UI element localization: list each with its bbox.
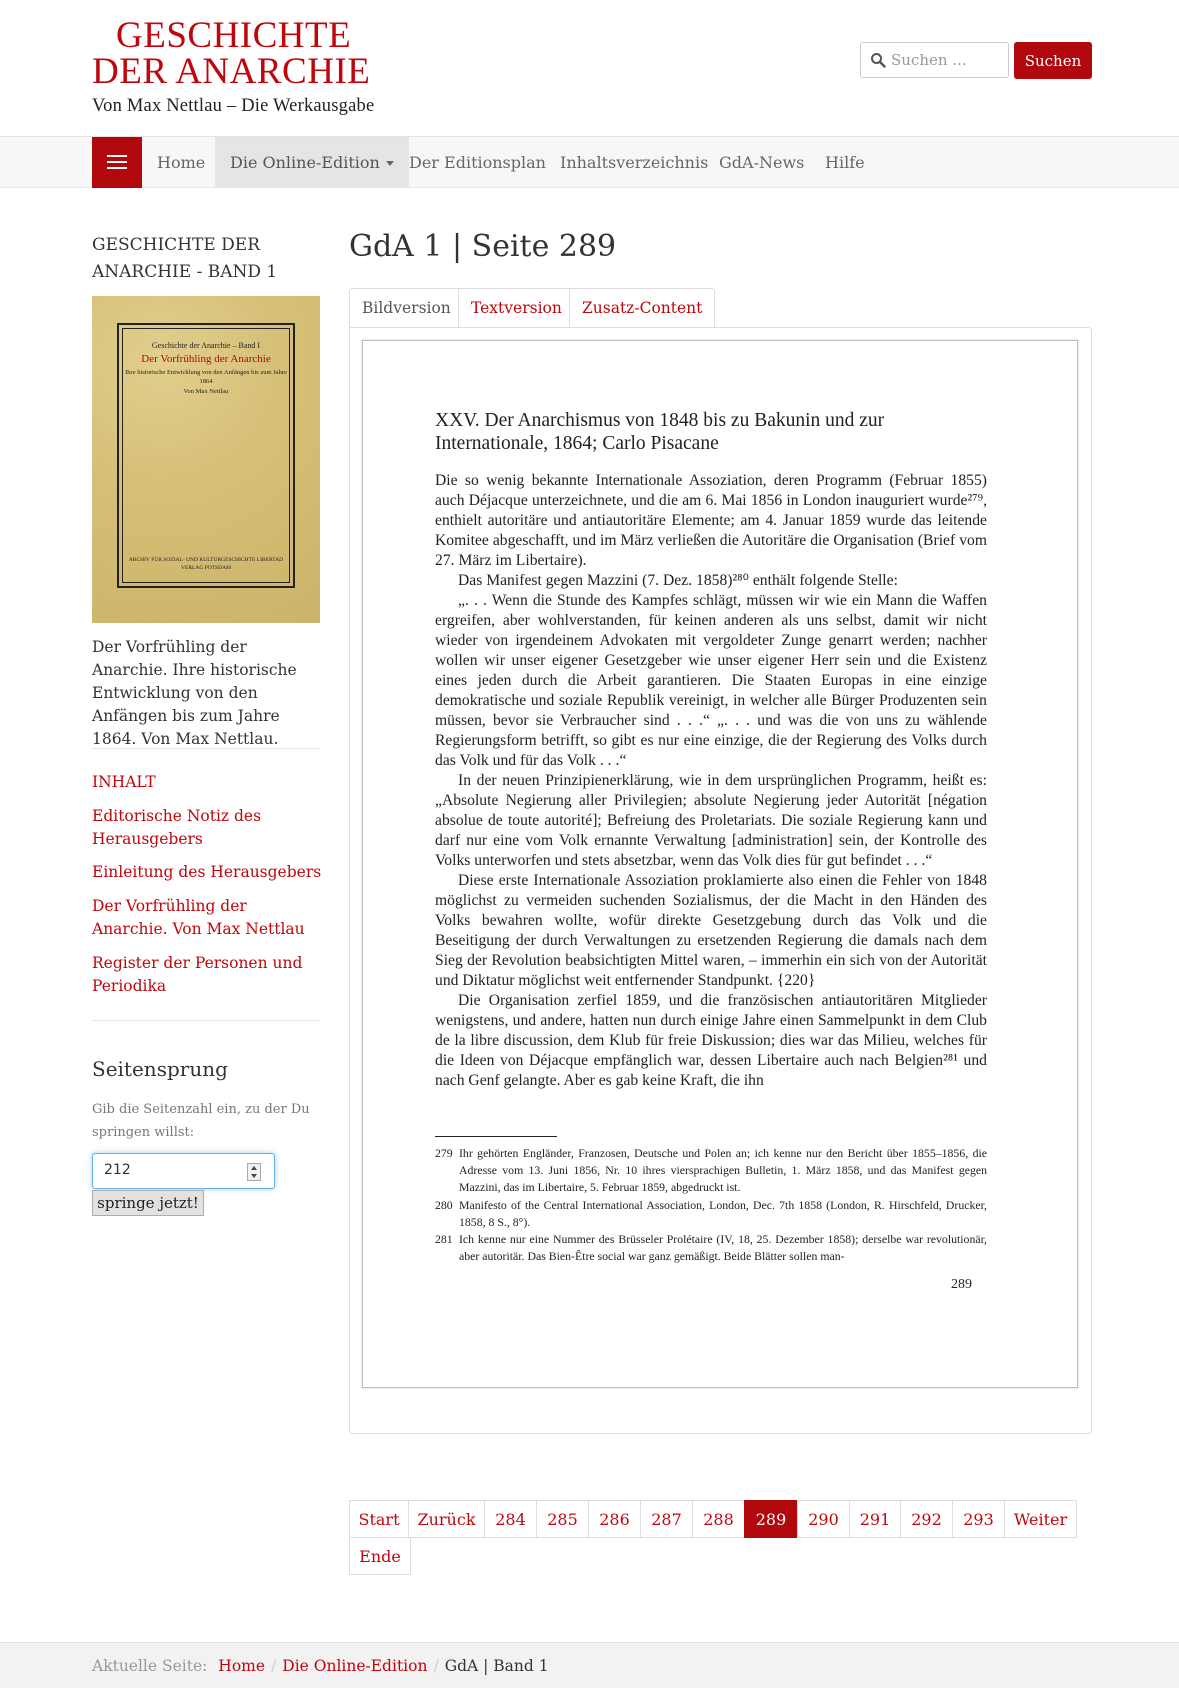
tab-zusatz-content[interactable]: Zusatz-Content — [569, 288, 715, 328]
hamburger-icon — [107, 155, 127, 157]
pager-page-current[interactable]: 289 — [744, 1500, 798, 1538]
cover-series: Geschichte der Anarchie – Band I — [151, 341, 261, 350]
nav-inhaltsverzeichnis[interactable]: Inhaltsverzeichnis — [560, 153, 709, 172]
pager-page[interactable]: 287 — [640, 1500, 693, 1538]
scan-paragraph: „. . . Wenn die Stunde des Kampfes schlägt, müssen wir wie ein Mann die Waffen ergreifen, aber wohlverstanden, für keinen anderen als uns selbst, damit wir nicht wieder von irgendeinem Advokaten mit vergoldeter Zunge genarrt werden; nachher wollen wir unser eigener Gesetzgeber wie unser eigener Herr sein und die Existenz eines jeden durch die Arbeit garantieren. Die Staaten Europas in eine einzige demokratische und soziale Republik vereinigt, in welcher alle Bürger Produzenten sein müssen, bevor sie Verbraucher sind . . .“ „. . . und was die von uns zu wählende Regierungsform betrifft, so gibt es nur eine einzige, die der Regierung des Volks durch das Volk und für das Volk . . .“ — [435, 592, 987, 769]
footnote: 279 Ihr gehörten Engländer, Franzosen, Deutsche und Polen an; ich kenne nur den Bericht über 1855–1856, die Adresse vom 13. Juni 1856, Nr. 10 ihres viersprachigen Bulletin, 1. März 1858, und das Manifest gegen Mazzini, das im Libertaire, 5. Februar 1859, abgedruckt ist. — [435, 1146, 987, 1194]
pager-end[interactable]: Ende — [349, 1537, 411, 1575]
sidebar-link-inhalt[interactable]: INHALT — [92, 773, 156, 791]
search-box — [860, 42, 1009, 78]
pager-page[interactable]: 293 — [952, 1500, 1005, 1538]
tab-panel — [349, 327, 1092, 1434]
tab-bildversion[interactable]: Bildversion — [349, 288, 464, 329]
scan-paragraph: Die Organisation zerfiel 1859, und die französischen antiautoritären Mitglieder wenigstens, und andere, hatten nun durch einige Jahre einen Sammelpunkt in dem Club de la libre discussion, dem Klub für freie Diskussion; dies war das Milieu, welches für die Ideen von Déjacque empfänglich war, dessen Libertaire auch nach Belgien²⁸¹ und nach Genf gelangte. Aber es gab keine Kraft, die ihn — [435, 992, 987, 1089]
sidebar-title: GESCHICHTE DER ANARCHIE - BAND 1 — [92, 235, 278, 282]
caret-down-icon — [386, 161, 394, 166]
pager-page[interactable]: 285 — [536, 1500, 589, 1538]
footnote-rule — [435, 1136, 557, 1137]
search-icon — [870, 52, 886, 68]
nav-news[interactable]: GdA-News — [719, 153, 805, 172]
book-cover-image — [92, 296, 320, 623]
pager-page[interactable]: 292 — [900, 1500, 953, 1538]
jump-button[interactable]: springe jetzt! — [92, 1190, 204, 1216]
search-button[interactable]: Suchen — [1014, 42, 1092, 79]
breadcrumb-current: GdA | Band 1 — [444, 1657, 549, 1675]
pager-prev[interactable]: Zurück — [408, 1500, 485, 1538]
page-title: GdA 1 | Seite 289 — [349, 229, 617, 264]
sidebar-link-register[interactable]: Register der Personen und Periodika — [92, 954, 303, 995]
scan-page-number: 289 — [951, 1277, 972, 1292]
jump-heading: Seitensprung — [92, 1057, 228, 1081]
nav-hilfe[interactable]: Hilfe — [825, 153, 865, 172]
main-navbar — [0, 137, 1179, 188]
nav-editionsplan[interactable]: Der Editionsplan — [409, 153, 546, 172]
scan-paragraph: Diese erste Internationale Assoziation proklamierte also einen die Fehler von 1848 möglichst zu vermeiden suchenden Sozialismus, der die Macht in den Händen des Volks bewahren wollte, wofür direkte Gesetzgebung durch das Volk und die Beseitigung der durch Verwaltungen zu ersetzenden Regierung die damals nach dem Sieg der Revolution beabsichtigten Mittel waren, – immerhin ein sich von der Autorität und Diktatur möglichst weit entfernender Standpunkt. {220} — [435, 872, 987, 989]
page-number-input[interactable] — [92, 1153, 275, 1189]
pager-next[interactable]: Weiter — [1004, 1500, 1077, 1538]
pager-page[interactable]: 290 — [797, 1500, 850, 1538]
scan-paragraph: In der neuen Prinzipienerklärung, wie in dem ursprünglichen Programm, heißt es: „Absolute Negierung aller Privilegien; absolute Negierung jeder Autorität [négation absolue de toute autorité]; Befreiung des Proletariats. Die soziale Regierung kann und darf nur eine vom Volk ernannte Verwaltung [administration] sein, der Kontrolle des Volks unterworfen und stets absetzbar, wenn das Volk dies für gut befindet . . .“ — [435, 772, 987, 869]
divider — [92, 1020, 319, 1021]
site-logo[interactable] — [92, 15, 402, 117]
sidebar-link-einleitung[interactable]: Einleitung des Herausgebers — [92, 863, 322, 881]
cover-subtitle: Ihre historische Entwicklung von den Anfängen bis zum Jahre 1864 — [125, 369, 287, 385]
cover-publisher: ARCHIV FÜR SOZIAL- UND KULTURGESCHICHTE LIBERTAD VERLAG POTSDAM — [128, 557, 284, 571]
scan-body — [435, 471, 987, 1091]
jump-help-text: Gib die Seitenzahl ein, zu der Du springen willst: — [92, 1102, 310, 1140]
book-description: Der Vorfrühling der Anarchie. Ihre historische Entwicklung von den Anfängen bis zum Jahre 1864. Von Max Nettlau. — [92, 638, 297, 748]
cover-title: Der Vorfrühling der Anarchie — [141, 353, 271, 365]
pager-start[interactable]: Start — [349, 1500, 409, 1538]
breadcrumb-label: Aktuelle Seite: — [92, 1657, 208, 1675]
nav-home[interactable]: Home — [157, 153, 206, 172]
scan-heading: XXV. Der Anarchismus von 1848 bis zu Bakunin und zur Internationale, 1864; Carlo Pisacane — [435, 410, 885, 454]
site-header — [0, 0, 1179, 137]
page-scan-image — [362, 340, 1078, 1388]
pager-page[interactable]: 288 — [692, 1500, 745, 1538]
logo-line1: GESCHICHTE — [116, 15, 352, 56]
sidebar-link-vorfruehling[interactable]: Der Vorfrühling der Anarchie. Von Max Nettlau — [92, 897, 305, 938]
page-number-value: 212 — [104, 1162, 131, 1178]
spinner-icon[interactable] — [247, 1163, 261, 1181]
breadcrumb: Aktuelle Seite: Home / Die Online-Edition / GdA | Band 1 — [92, 1657, 549, 1675]
divider — [92, 748, 319, 749]
logo-subtitle: Von Max Nettlau – Die Werkausgabe — [92, 96, 375, 116]
tab-textversion[interactable]: Textversion — [458, 288, 575, 328]
logo-line2: DER ANARCHIE — [92, 51, 371, 92]
nav-online-edition[interactable]: Die Online-Edition — [215, 137, 409, 188]
scan-paragraph: Das Manifest gegen Mazzini (7. Dez. 1858)²⁸⁰ enthält folgende Stelle: — [458, 572, 898, 589]
footer-bar — [0, 1642, 1179, 1688]
footnote: 281 Ich kenne nur eine Nummer des Brüsseler Prolétaire (IV, 18, 25. Dezember 1858); derselbe war revolutionär, aber autoritär. Das Bien-Être social war ganz gemäßigt. Beide Blätter sollen man- — [435, 1232, 987, 1263]
pager-page[interactable]: 284 — [484, 1500, 537, 1538]
footnote: 280 Manifesto of the Central International Association, London, Dec. 7th 1858 (London, R. Hirschfeld, Drucker, 1858, 8 S., 8°). — [435, 1198, 987, 1229]
pager-page[interactable]: 286 — [588, 1500, 641, 1538]
menu-toggle-button[interactable] — [92, 137, 142, 188]
breadcrumb-home[interactable]: Home — [218, 1657, 266, 1675]
scan-paragraph: Die so wenig bekannte Internationale Assoziation, deren Programm (Februar 1855) auch Déjacque unterzeichnete, und die am 6. Mai 1856 in London inauguriert wurde²⁷⁹, enthielt autoritäre und antiautoritäre Elemente; am 4. Januar 1859 wurde das leitende Komitee abgeschafft, und im März verließen die Autoritäre die Organisation (Brief vom 27. März im Libertaire). — [435, 472, 987, 569]
search-input[interactable] — [891, 43, 1007, 77]
pager-page[interactable]: 291 — [849, 1500, 901, 1538]
cover-author: Von Max Nettlau — [183, 388, 229, 395]
sidebar-link-editorische-notiz[interactable]: Editorische Notiz des Herausgebers — [92, 807, 262, 848]
breadcrumb-online-edition[interactable]: Die Online-Edition — [282, 1657, 428, 1675]
